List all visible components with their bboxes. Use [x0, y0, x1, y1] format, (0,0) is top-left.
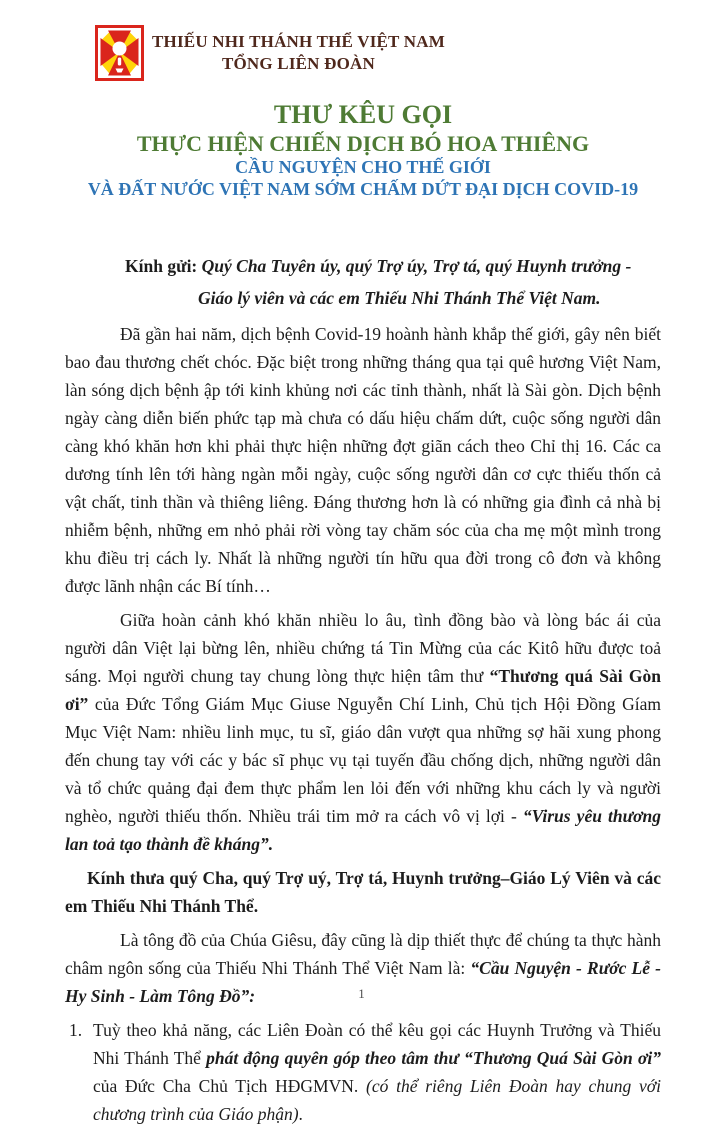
page-number: 1 [358, 986, 365, 1001]
paragraph-2-pre: Giữa hoàn cảnh khó khăn nhiều lo âu, tình đồng bào và lòng bác ái của người dân Việt lại bừng lên, nhiều chứng tá Tin Mừng của các Kitô hữu được toả sáng. Mọi người chung tay chung lòng thực hiện tâm thư [65, 610, 661, 686]
paragraph-2-mid: của Đức Tổng Giám Mục Giuse Nguyễn Chí Linh, Chủ tịch Hội Đồng Gíam Mục Việt Nam: nhiều linh mục, tu sĩ, giáo dân vượt qua những sợ hãi xung phong đến chung tay với các y bác sĩ phục vụ tại tuyến đầu chống dịch, những người dân và tổ chức quảng đại đem thực phẩm len lỏi đến với những khu cách ly và người nghèo, người thiếu thốn. Nhiều trái tim mở ra cách vô vị lợi - [65, 694, 661, 826]
org-name-line2: TỔNG LIÊN ĐOÀN [221, 54, 375, 73]
list-item-1-pre: Tuỳ theo khả năng, các Liên Đoàn có thể kêu gọi các Huynh Trưởng và Thiếu Nhi Thánh Thể [93, 1020, 661, 1068]
paragraph-2-bold-quote: “Thương quá Sài Gòn ơi” [65, 666, 661, 714]
salutation-recipients: Quý Cha Tuyên úy, quý Trợ úy, Trợ tá, quý Huynh trưởng - Giáo lý viên và các em Thiếu Nhi Thánh Thể Việt Nam. [198, 256, 632, 308]
list-item-1-bold-italic: phát động quyên góp theo tâm thư “Thương Quá Sài Gòn ơi” [206, 1048, 661, 1068]
letterhead [65, 25, 661, 81]
org-name [152, 31, 445, 75]
list-item-1 [65, 1016, 661, 1128]
title-line3: CẦU NGUYỆN CHO THẾ GIỚI [235, 157, 491, 177]
org-name-line1: THIẾU NHI THÁNH THỂ VIỆT NAM [152, 32, 445, 51]
paragraph-4-motto: “Cầu Nguyện - Rước Lễ - Hy Sinh - Làm Tông Đồ”: [65, 958, 661, 1006]
paragraph-2 [65, 606, 661, 858]
tntt-emblem-icon [95, 25, 144, 81]
title-line4: VÀ ĐẤT NƯỚC VIỆT NAM SỚM CHẤM DỨT ĐẠI DỊCH COVID-19 [87, 179, 639, 199]
paragraph-3-text: Kính thưa quý Cha, quý Trợ uý, Trợ tá, Huynh trưởng–Giáo Lý Viên và các em Thiếu Nhi Thánh Thể. [65, 868, 661, 916]
paragraph-2-bold-italic-quote: “Virus yêu thương lan toả tạo thành đề kháng”. [65, 806, 661, 854]
paragraph-4-pre: Là tông đồ của Chúa Giêsu, đây cũng là dịp thiết thực để chúng ta thực hành châm ngôn sống của Thiếu Nhi Thánh Thể Việt Nam là: [65, 930, 661, 978]
paragraph-1 [65, 320, 661, 600]
paragraph-3-address [65, 864, 661, 920]
title-line2: THỰC HIỆN CHIẾN DỊCH BÓ HOA THIÊNG [136, 131, 590, 156]
document-title [65, 100, 661, 200]
salutation-label: Kính gửi: [125, 256, 202, 276]
list-item-1-marker: 1. [69, 1020, 83, 1040]
list-item-1-mid: của Đức Cha Chủ Tịch HĐGMVN. [93, 1076, 366, 1096]
title-line1: THƯ KÊU GỌI [273, 100, 453, 129]
paragraph-1-text: Đã gần hai năm, dịch bệnh Covid-19 hoành hành khắp thế giới, gây nên biết bao đau thương chết chóc. Đặc biệt trong những tháng qua tại quê hương Việt Nam, làn sóng dịch bệnh ập tới kinh khủng nơi các tỉnh thành, nhất là Sài gòn. Dịch bệnh ngày càng diễn biến phức tạp mà chưa có dấu hiệu chấm dứt, cuộc sống người dân càng khó khăn hơn khi phải thực hiện những đợt giãn cách theo Chỉ thị 16. Các ca dương tính lên tới hàng ngàn mỗi ngày, cuộc sống người dân cơ cực thiếu thốn cả vật chất, tinh thần và thiêng liêng. Đáng thương hơn là có những gia đình cả nhà bị nhiễm bệnh, những em nhỏ phải rời vòng tay chăm sóc của cha mẹ một mình trong khu điều trị cách ly. Nhất là những người tín hữu qua đời trong cô đơn và không được lãnh nhận các Bí tính… [65, 324, 661, 596]
list-item-1-end: . [298, 1104, 303, 1124]
salutation [65, 250, 661, 314]
list-item-1-italic-note: (có thể riêng Liên Đoàn hay chung với chương trình của Giáo phận) [93, 1076, 662, 1124]
